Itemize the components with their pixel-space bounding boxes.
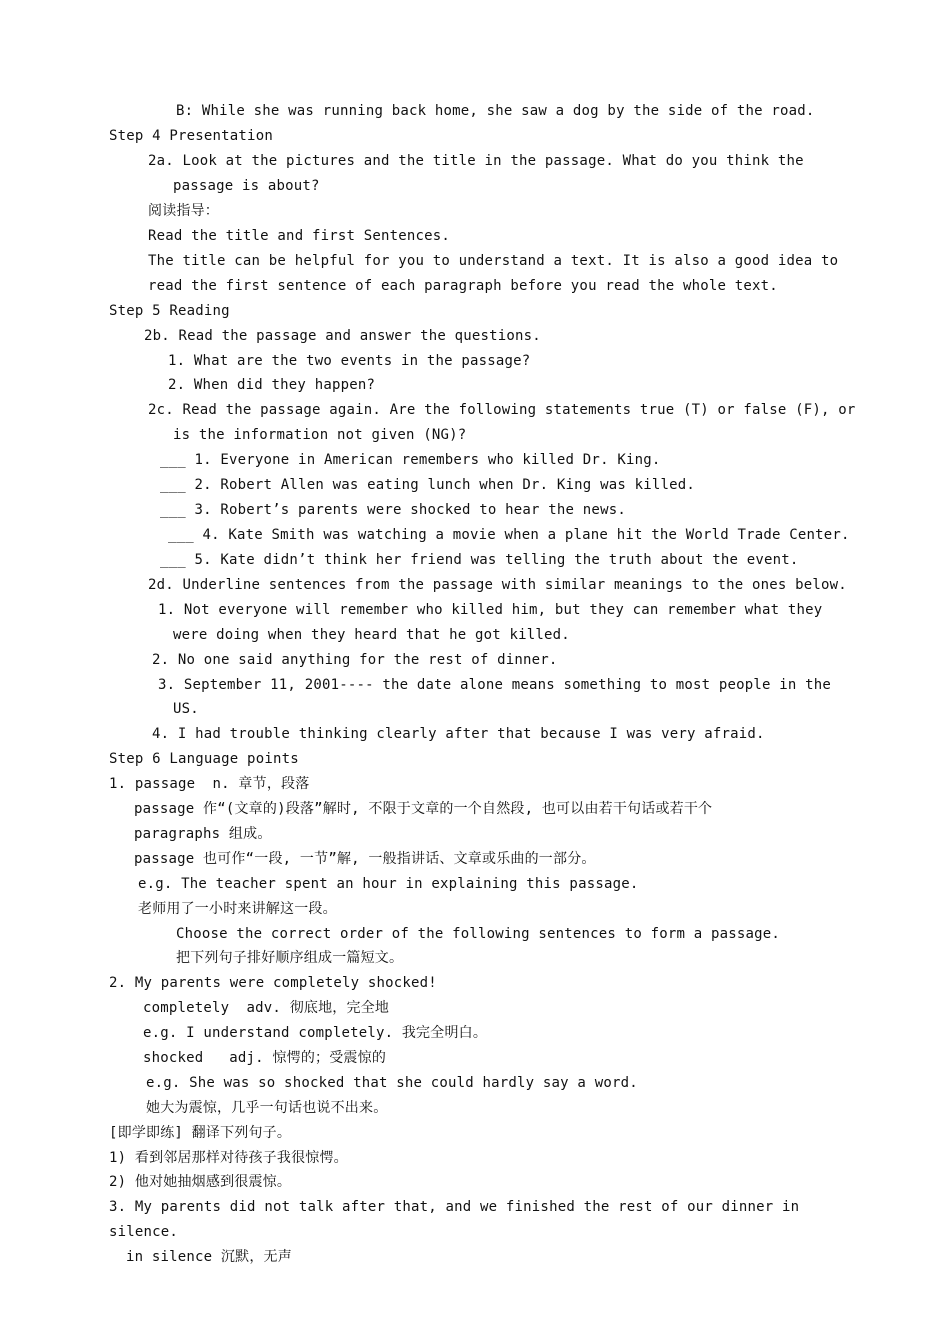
text-line: 老师用了一小时来讲解这一段。 [138,901,337,917]
text-line: shocked adj. 惊愕的；受震惊的 [143,1050,387,1066]
step-heading: Step 4 Presentation [109,128,273,144]
step-heading: Step 5 Reading [109,303,230,319]
text-line: 1. What are the two events in the passage? [168,353,531,369]
text-line: US. [173,701,199,717]
text-line: passage 作“(文章的)段落”解时, 不限于文章的一个自然段, 也可以由若干句话或若干个 [134,801,713,817]
text-line: 3. September 11, 2001---- the date alone means something to most people in the [158,677,832,693]
text-line: 2b. Read the passage and answer the questions. [144,328,541,344]
text-line: 把下列句子排好顺序组成一篇短文。 [176,950,404,966]
text-line: B: While she was running back home, she saw a dog by the side of the road. [176,103,815,119]
text-line: paragraphs 组成。 [134,826,272,842]
text-line: is the information not given (NG)? [173,427,467,443]
text-line: e.g. She was so shocked that she could hardly say a word. [146,1075,638,1091]
text-line: 2c. Read the passage again. Are the following statements true (T) or false (F), or [148,402,856,418]
text-line: 2a. Look at the pictures and the title in the passage. What do you think the [148,153,804,169]
statement-item: ___ 5. Kate didn’t think her friend was telling the truth about the event. [160,552,799,568]
text-line: 1. passage n. 章节，段落 [109,776,310,792]
text-line: 阅读指导： [148,203,219,219]
text-line: completely adv. 彻底地，完全地 [143,1000,390,1016]
text-line: in silence 沉默，无声 [126,1249,292,1265]
statement-item: ___ 4. Kate Smith was watching a movie when a plane hit the World Trade Center. [168,527,850,543]
statement-item: ___ 1. Everyone in American remembers who killed Dr. King. [160,452,661,468]
text-line: Choose the correct order of the following sentences to form a passage. [176,926,781,942]
text-line: 3. My parents did not talk after that, and we finished the rest of our dinner in [109,1199,800,1215]
text-line: e.g. The teacher spent an hour in explaining this passage. [138,876,639,892]
text-line: Read the title and first Sentences. [148,228,451,244]
text-line: 2. My parents were completely shocked! [109,975,437,991]
text-line: [即学即练] 翻译下列句子。 [109,1125,292,1141]
text-line: passage 也可作“一段, 一节”解, 一般指讲话、文章或乐曲的一部分。 [134,851,596,867]
text-line: 2. When did they happen? [168,377,376,393]
text-line: e.g. I understand completely. 我完全明白。 [143,1025,488,1041]
text-line: were doing when they heard that he got killed. [173,627,570,643]
text-line: 2d. Underline sentences from the passage with similar meanings to the ones below. [148,577,847,593]
text-line: 1) 看到邻居那样对待孩子我很惊愕。 [109,1150,348,1166]
text-line: read the first sentence of each paragraph before you read the whole text. [148,278,778,294]
text-line: 4. I had trouble thinking clearly after that because I was very afraid. [152,726,765,742]
statement-item: ___ 3. Robert’s parents were shocked to hear the news. [160,502,626,518]
step-heading: Step 6 Language points [109,751,299,767]
text-line: silence. [109,1224,179,1240]
statement-item: ___ 2. Robert Allen was eating lunch when Dr. King was killed. [160,477,695,493]
text-line: 2) 他对她抽烟感到很震惊。 [109,1174,292,1190]
text-line: 2. No one said anything for the rest of dinner. [152,652,558,668]
text-line: passage is about? [173,178,320,194]
text-line: The title can be helpful for you to understand a text. It is also a good idea to [148,253,839,269]
text-line: 她大为震惊，几乎一句话也说不出来。 [146,1100,388,1116]
text-line: 1. Not everyone will remember who killed him, but they can remember what they [158,602,823,618]
